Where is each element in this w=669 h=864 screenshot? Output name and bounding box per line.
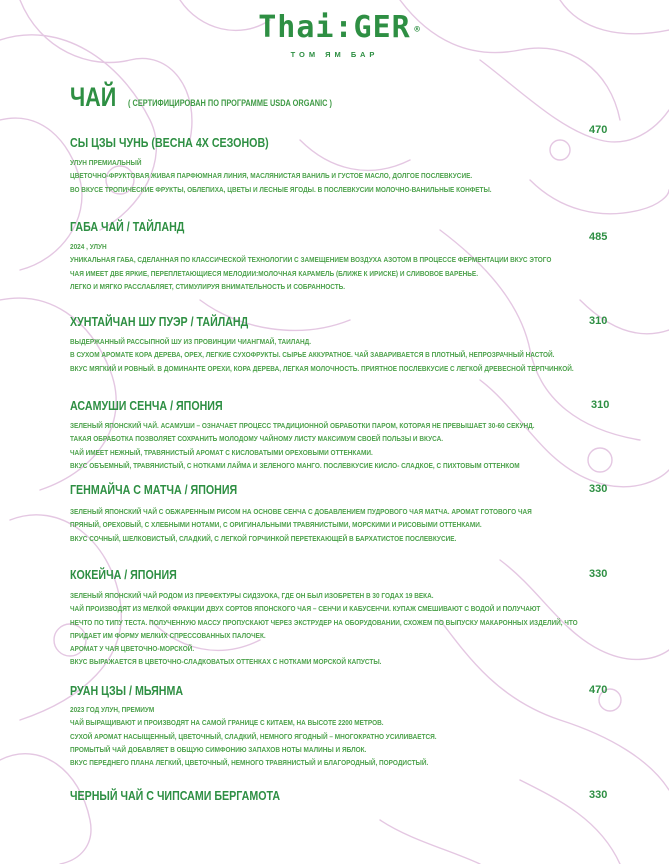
item-description xyxy=(70,240,630,293)
item-price: 485 xyxy=(589,231,608,243)
description-line: ВКУС ВЫРАЖАЕТСЯ В ЦВЕТОЧНО-СЛАДКОВАТЫХ ОТТЕНКАХ С НОТКАМИ МОРСКОЙ КАПУСТЫ. xyxy=(70,657,382,667)
description-line: ВО ВКУСЕ ТРОПИЧЕСКИЕ ФРУКТЫ, ОБЛЕПИХА, ЦВЕТЫ И ЛЕСНЫЕ ЯГОДЫ. В ПОСЛЕВКУСИИ МОЛОЧНО-ВАНИЛЬНЫЕ КОНФЕТЫ. xyxy=(70,184,492,194)
description-line: 2023 ГОД УЛУН, ПРЕМИУМ xyxy=(70,705,155,714)
item-title: ГАБА ЧАЙ / ТАЙЛАНД xyxy=(70,219,185,234)
item-price: 330 xyxy=(589,568,608,580)
section-title: ЧАЙ xyxy=(70,82,117,112)
description-line: ЗЕЛЕНЫЙ ЯПОНСКИЙ ЧАЙ С ОБЖАРЕННЫМ РИСОМ НА ОСНОВЕ СЕНЧА С ДОБАВЛЕНИЕМ ПУДРОВОГО ЧАЯ МАТЧА. АРОМАТ ГОТОВОГО ЧАЯ xyxy=(70,507,532,516)
description-line: АРОМАТ У ЧАЯ ЦВЕТОЧНО-МОРСКОЙ. xyxy=(70,644,195,654)
description-line: ВЫДЕРЖАННЫЙ РАССЫПНОЙ ШУ ИЗ ПРОВИНЦИИ ЧИАНГМАЙ, ТАИЛАНД. xyxy=(70,337,312,346)
description-line: ВКУС СОЧНЫЙ, ШЕЛКОВИСТЫЙ, СЛАДКИЙ, С ЛЕГКОЙ ГОРЧИНКОЙ ПЕРЕТЕКАЮЩЕЙ В БАРХАТИСТОЕ ПОСЛЕВКУСИЕ. xyxy=(70,533,457,543)
description-line: ВКУС ПЕРЕДНЕГО ПЛАНА ЛЕГКИЙ, ЦВЕТОЧНЫЙ, НЕМНОГО ТРАВЯНИСТЫЙ И БЛАГОРОДНЫЙ, ПОРОДИСТЫЙ. xyxy=(70,758,429,768)
brand-logo xyxy=(0,10,669,59)
item-price: 310 xyxy=(589,315,608,327)
logo-subtitle: ТОМ ЯМ БАР xyxy=(290,50,379,59)
description-line: ВКУС МЯГКИЙ И РОВНЫЙ. В ДОМИНАНТЕ ОРЕХИ, КОРА ДЕРЕВА, ЛЕГКАЯ МОЛОЧНОСТЬ. ПРИЯТНОЕ ПОСЛЕВКУСИЕ С ЛЕГКОЙ ДРЕВЕСНОЙ ТЕРПЧИНКОЙ. xyxy=(70,363,574,373)
description-line: ЦВЕТОЧНО-ФРУКТОВАЯ ЖИВАЯ ПАРФЮМНАЯ ЛИНИЯ, МАСЛЯНИСТАЯ ВАНИЛЬ И ГУСТОЕ МАСЛО, ДОЛГОЕ ПОСЛЕВКУСИЕ. xyxy=(70,171,473,181)
description-line: СУХОЙ АРОМАТ НАСЫЩЕННЫЙ, ЦВЕТОЧНЫЙ, СЛАДКИЙ, НЕМНОГО ЯГОДНЫЙ – МНОГОКРАТНО УСИЛИВАЕТСЯ. xyxy=(70,731,437,741)
item-description xyxy=(70,505,630,545)
item-title: СЫ ЦЗЫ ЧУНЬ (ВЕСНА 4Х СЕЗОНОВ) xyxy=(70,135,269,150)
item-description xyxy=(70,419,630,472)
description-line: ЗЕЛЕНЫЙ ЯПОНСКИЙ ЧАЙ РОДОМ ИЗ ПРЕФЕКТУРЫ СИДЗУОКА, ГДЕ ОН БЫЛ ИЗОБРЕТЕН В 30 ГОДАХ 19 ВЕКА. xyxy=(70,591,434,600)
description-line: ТАКАЯ ОБРАБОТКА ПОЗВОЛЯЕТ СОХРАНИТЬ МОЛОДОМУ ЧАЙНОМУ ЛИСТУ МАКСИМУМ СВОЕЙ ПОЛЬЗЫ И ВКУСА. xyxy=(70,434,444,444)
item-description xyxy=(70,589,630,669)
description-line: ЧАЙ ВЫРАЩИВАЮТ И ПРОИЗВОДЯТ НА САМОЙ ГРАНИЦЕ С КИТАЕМ, НА ВЫСОТЕ 2200 МЕТРОВ. xyxy=(70,718,384,728)
item-description xyxy=(70,335,630,375)
description-line: ЧАЯ ИМЕЕТ ДВЕ ЯРКИЕ, ПЕРЕПЛЕТАЮЩИЕСЯ МЕЛОДИИ:МОЛОЧНАЯ КАРАМЕЛЬ (БЛИЖЕ К ИРИСКЕ) И СЛИВОВОЕ ВАРЕНЬЕ. xyxy=(70,268,479,278)
description-line: ВКУС ОБЪЕМНЫЙ, ТРАВЯНИСТЫЙ, С НОТКАМИ ЛАЙМА И ЗЕЛЕНОГО МАНГО. ПОСЛЕВКУСИЕ КИСЛО- СЛАДКОЕ, С ПИХТОВЫМ ОТТЕНКОМ xyxy=(70,460,520,470)
description-line: ЧАЙ ПРОИЗВОДЯТ ИЗ МЕЛКОЙ ФРАКЦИИ ДВУХ СОРТОВ ЯПОНСКОГО ЧАЯ – СЕНЧИ И КАБУСЕНЧИ. КУПАЖ СМЕШИВАЮТ С ВОДОЙ И ПОЛУЧАЮТ xyxy=(70,604,541,614)
section-heading xyxy=(70,82,377,113)
item-price: 470 xyxy=(589,124,608,136)
item-description xyxy=(70,703,630,769)
item-price: 310 xyxy=(591,399,610,411)
description-line: УЛУН ПРЕМИАЛЬНЫЙ xyxy=(70,158,142,167)
logo-wordmark: Thai:GER xyxy=(258,10,411,45)
item-price: 470 xyxy=(589,684,608,696)
section-subtitle: ( СЕРТИФИЦИРОВАН ПО ПРОГРАММЕ USDA ORGANIC ) xyxy=(128,98,333,108)
description-line: 2024 , УЛУН xyxy=(70,242,107,251)
item-description xyxy=(70,156,630,196)
description-line: ЧАЙ ИМЕЕТ НЕЖНЫЙ, ТРАВЯНИСТЫЙ АРОМАТ С КИСЛОВАТЫМИ ОРЕХОВЫМИ ОТТЕНКАМИ. xyxy=(70,447,373,457)
item-price: 330 xyxy=(589,789,608,801)
description-line: УНИКАЛЬНАЯ ГАБА, СДЕЛАННАЯ ПО КЛАССИЧЕСКОЙ ТЕХНОЛОГИИ С ЗАМЕЩЕНИЕМ ВОЗДУХА АЗОТОМ В ПРОЦЕССЕ ФЕРМЕНТАЦИИ ВКУС ЭТОГО xyxy=(70,255,552,265)
description-line: НЕЧТО ПО ТИПУ ТЕСТА. ПОЛУЧЕННУЮ МАССУ ПРОПУСКАЮТ ЧЕРЕЗ ЭКСТРУДЕР НА ОБОРУДОВАНИИ, СХОЖЕМ ПО ВЫПУСКУ МАКАРОННЫХ ИЗДЕЛИЙ, ЧТО xyxy=(70,617,578,627)
item-title: ЧЕРНЫЙ ЧАЙ С ЧИПСАМИ БЕРГАМОТА xyxy=(70,788,281,803)
item-title: ХУНТАЙЧАН ШУ ПУЭР / ТАЙЛАНД xyxy=(70,314,249,329)
registered-mark: ® xyxy=(414,25,421,35)
description-line: ЛЕГКО И МЯГКО РАССЛАБЛЯЕТ, СТИМУЛИРУЯ ВНИМАТЕЛЬНОСТЬ И СОБРАННОСТЬ. xyxy=(70,281,346,291)
item-title: ГЕНМАЙЧА С МАТЧА / ЯПОНИЯ xyxy=(70,482,238,497)
item-title: АСАМУШИ СЕНЧА / ЯПОНИЯ xyxy=(70,398,223,413)
item-price: 330 xyxy=(589,483,608,495)
description-line: В СУХОМ АРОМАТЕ КОРА ДЕРЕВА, ОРЕХ, ЛЕГКИЕ СУХОФРУКТЫ. СЫРЬЕ АККУРАТНОЕ. ЧАЙ ЗАВАРИВАЕТСЯ В ПЛОТНЫЙ, НЕПРОЗРАЧНЫЙ НАСТОЙ. xyxy=(70,350,555,360)
item-title: РУАН ЦЗЫ / МЬЯНМА xyxy=(70,683,184,698)
description-line: ПРОМЫТЫЙ ЧАЙ ДОБАВЛЯЕТ В ОБЩУЮ СИМФОНИЮ ЗАПАХОВ НОТЫ МАЛИНЫ И ЯБЛОК. xyxy=(70,744,367,754)
description-line: ПРЯНЫЙ, ОРЕХОВЫЙ, С ХЛЕБНЫМИ НОТАМИ, С ОРИГИНАЛЬНЫМИ ТРАВЯНИСТЫМИ, МОРСКИМИ И РИСОВЫМИ ОТТЕНКАМИ. xyxy=(70,520,482,530)
description-line: ПРИДАЕТ ИМ ФОРМУ МЕЛКИХ СПРЕССОВАННЫХ ПАЛОЧЕК. xyxy=(70,630,266,640)
item-title: КОКЕЙЧА / ЯПОНИЯ xyxy=(70,567,177,582)
description-line: ЗЕЛЕНЫЙ ЯПОНСКИЙ ЧАЙ. АСАМУШИ – ОЗНАЧАЕТ ПРОЦЕСС ТРАДИЦИОННОЙ ОБРАБОТКИ ПАРОМ, КОТОРАЯ НЕ ПРЕВЫШАЕТ 30-60 СЕКУНД. xyxy=(70,421,535,430)
